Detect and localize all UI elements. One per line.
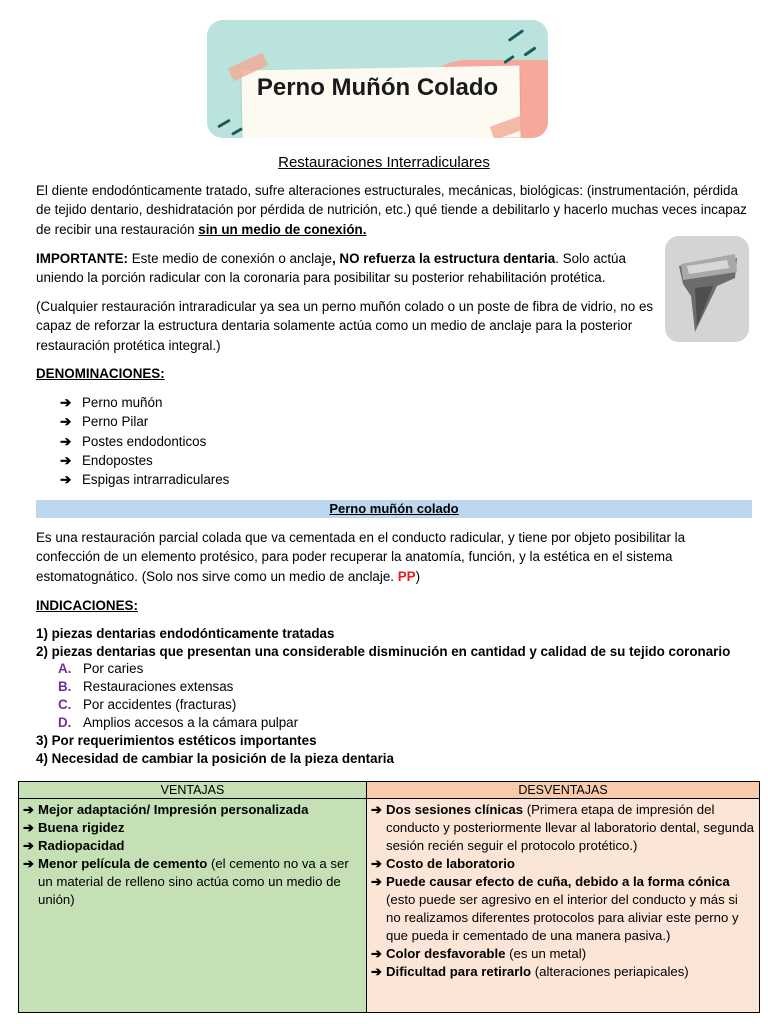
arrow-icon: ➔	[60, 452, 72, 468]
arrow-icon: ➔	[60, 395, 72, 410]
ventajas-desventajas-table	[18, 781, 760, 1013]
table-row: ➔ Dos sesiones clínicas (Primera etapa de impresión del conducto y posteriormente llevar al laboratorio dental, segunda sesión recién seguir el protocolo protético.)	[371, 802, 755, 853]
table-row: ➔ Color desfavorable (es un metal)	[371, 946, 587, 961]
table-row: ➔ Buena rigidez	[23, 820, 125, 835]
banner-decoration	[231, 127, 243, 136]
list-item: ➔ Endopostes	[60, 451, 229, 470]
indicacion-1: 1) piezas dentarias endodónticamente tratadas	[36, 626, 335, 641]
important-paragraph	[36, 249, 658, 288]
arrow-icon: ➔	[371, 964, 383, 979]
banner-decoration	[523, 46, 536, 56]
arrow-icon: ➔	[23, 802, 35, 817]
arrow-icon: ➔	[60, 472, 72, 488]
arrow-icon: ➔	[23, 856, 35, 871]
denominaciones-list	[60, 393, 229, 489]
metal-post-image	[665, 236, 749, 342]
arrow-icon: ➔	[23, 820, 35, 835]
arrow-icon: ➔	[371, 856, 383, 871]
arrow-icon: ➔	[371, 874, 383, 889]
list-item: B. Restauraciones extensas	[58, 679, 234, 694]
table-row: ➔ Puede causar efecto de cuña, debido a la forma cónica (esto puede ser agresivo en el interior del conducto y más si no realizamos diferentes protocolos para aliviar este perno y que pueda ir cementado de una manera pasiva.)	[371, 874, 739, 943]
important-text-end: . Solo actúa uniendo la porción radicular con la coronaria para posibilitar su posterior rehabilitación protética.	[36, 251, 626, 286]
arrow-icon: ➔	[60, 414, 72, 430]
page-title: Perno Muñón Colado	[256, 74, 499, 101]
section-title: Restauraciones Interradiculares	[278, 154, 490, 171]
important-label: IMPORTANTE:	[36, 251, 128, 266]
arrow-icon: ➔	[371, 802, 383, 817]
list-item: ➔ Postes endodonticos	[60, 432, 229, 451]
desventajas-list	[367, 799, 759, 981]
indicaciones-heading: INDICACIONES:	[36, 598, 138, 613]
table-row: ➔ Mejor adaptación/ Impresión personalizada	[23, 802, 309, 817]
section-band	[36, 500, 752, 518]
title-banner	[207, 20, 548, 138]
list-item: ➔ Perno muñón	[60, 393, 229, 412]
arrow-icon: ➔	[371, 946, 383, 961]
pp-mark: PP	[397, 568, 416, 584]
ventajas-list	[19, 799, 366, 909]
indicacion-3: 3) Por requerimientos estéticos importantes	[36, 733, 317, 748]
important-bold: , NO refuerza la estructura dentaria	[331, 251, 556, 266]
intro-emphasis: sin un medio de conexión.	[198, 221, 367, 237]
indicacion-sublist	[58, 660, 298, 732]
post-core-photo	[665, 236, 749, 342]
ventajas-header: VENTAJAS	[19, 782, 366, 799]
note-paragraph: (Cualquier restauración intraradicular ya sea un perno muñón colado o un poste de fibra de vidrio, no es capaz de reforzar la estructura dentaria solamente actúa como un medio de anclaje para la posterior restauración protética integral.)	[36, 299, 654, 353]
list-item: D. Amplios accesos a la cámara pulpar	[58, 715, 299, 730]
table-row: ➔ Costo de laboratorio	[371, 856, 515, 871]
table-row: ➔ Menor película de cemento (el cemento no va a ser un material de relleno sino actúa como un medio de unión)	[23, 856, 349, 907]
band-label: Perno muñón colado	[329, 501, 459, 516]
list-item: A. Por caries	[58, 661, 144, 676]
list-item: ➔ Espigas intrarradiculares	[60, 470, 229, 489]
arrow-icon: ➔	[60, 433, 72, 449]
list-item: C. Por accidentes (fracturas)	[58, 697, 237, 712]
banner-decoration	[217, 119, 231, 129]
indicacion-2: 2) piezas dentarias que presentan una considerable disminución en cantidad y calidad de su tejido coronario	[36, 644, 731, 659]
table-row: ➔ Radiopacidad	[23, 838, 125, 853]
intro-text: El diente endodónticamente tratado, sufre alteraciones estructurales, mecánicas, biológicas: (instrumentación, pérdida de tejido dentario, deshidratación por pérdida de nutrición, etc.) qué tiende a debilitarlo y hacerlo muchas veces incapaz de recibir una restauración	[36, 183, 747, 237]
desventajas-header: DESVENTAJAS	[367, 782, 759, 799]
denominaciones-heading: DENOMINACIONES:	[36, 366, 165, 381]
important-text: Este medio de conexión o anclaje	[128, 251, 332, 266]
arrow-icon: ➔	[23, 838, 35, 853]
indicacion-4: 4) Necesidad de cambiar la posición de la pieza dentaria	[36, 751, 394, 766]
definition-paragraph: Es una restauración parcial colada que va cementada en el conducto radicular, y tiene por objeto posibilitar la confección de un elemento protésico, para poder recuperar la anatomía, función, y la estética en el sistema estomatognático. (Solo nos sirve como un medio de anclaje. PP)	[36, 530, 686, 584]
table-row: ➔ Dificultad para retirarlo (alteraciones periapicales)	[371, 964, 689, 979]
banner-decoration	[508, 29, 524, 42]
list-item: ➔ Perno Pilar	[60, 412, 229, 431]
intro-paragraph	[36, 181, 748, 239]
ventajas-column	[19, 782, 367, 1012]
desventajas-column	[367, 782, 759, 1012]
